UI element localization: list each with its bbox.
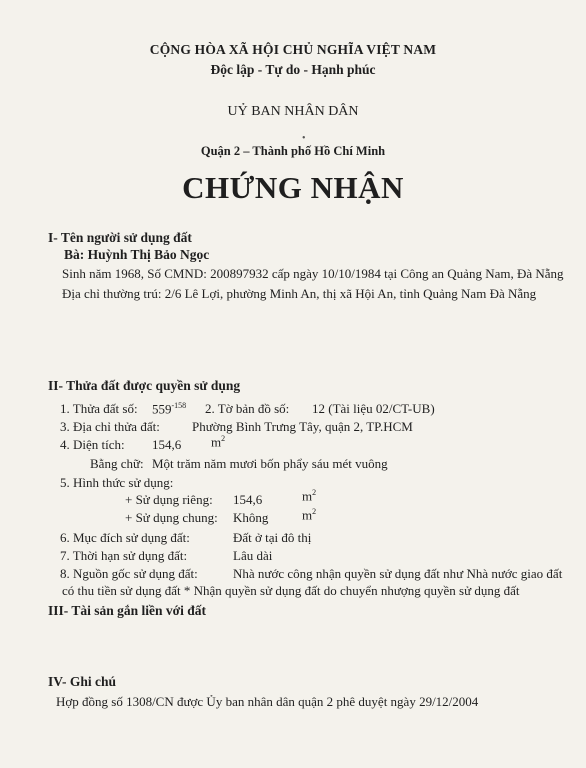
area-value: 154,6: [152, 437, 182, 452]
parcel-number: $559^{-158}$: [152, 401, 187, 417]
area-label: 4. Diện tích:: [60, 437, 125, 452]
term-value: Lâu dài: [233, 548, 273, 563]
owner-address: Địa chỉ thường trú: 2/6 Lê Lợi, phường Minh An, thị xã Hội An, tỉnh Quảng Nam Đà Nẵng: [62, 286, 537, 301]
committee-header: UỶ BAN NHÂN DÂN: [227, 104, 359, 119]
origin-value: Nhà nước công nhận quyền sử dụng đất như Nhà nước giao đất: [233, 566, 563, 581]
owner-birth-id: Sinh năm 1968, Số CMND: 200897932 cấp ngày 10/10/1984 tại Công an Quảng Nam, Đà Nẵng: [62, 266, 564, 281]
map-sheet-value: 12 (Tài liệu 02/CT-UB): [312, 401, 435, 416]
district-header: Quận 2 – Thành phố Hồ Chí Minh: [200, 144, 386, 158]
parcel-address-value: Phường Bình Trưng Tây, quận 2, TP.HCM: [192, 419, 413, 434]
motto: Độc lập - Tự do - Hạnh phúc: [210, 62, 376, 77]
section1-heading: I- Tên người sử dụng đất: [48, 230, 192, 245]
term-label: 7. Thời hạn sử dụng đất:: [60, 548, 188, 563]
origin-value-line2: có thu tiền sử dụng đất * Nhận quyền sử dụng đất do chuyển nhượng quyền sử dụng đất: [62, 583, 520, 598]
private-use-label: + Sử dụng riêng:: [125, 492, 213, 507]
note-text: Hợp đồng số 1308/CN được Ủy ban nhân dân quận 2 phê duyệt ngày 29/12/2004: [56, 694, 479, 709]
private-use-value: 154,6: [233, 492, 263, 507]
parcel-label: 1. Thửa đất số:: [60, 401, 138, 416]
document-title: CHỨNG NHẬN: [182, 170, 404, 205]
shared-use-unit: $m^2$: [302, 507, 317, 523]
parcel-address-label: 3. Địa chỉ thửa đất:: [60, 419, 160, 434]
area-words-label: Bằng chữ:: [90, 456, 144, 471]
ink-dot: •: [302, 133, 306, 144]
usage-form-label: 5. Hình thức sử dụng:: [60, 475, 174, 490]
shared-use-value: Không: [233, 510, 269, 525]
origin-label: 8. Nguồn gốc sử dụng đất:: [60, 566, 198, 581]
area-unit: $m^2$: [211, 434, 226, 450]
area-words-value: Một trăm năm mươi bốn phẩy sáu mét vuông: [152, 456, 388, 471]
map-sheet-label: 2. Tờ bản đồ số:: [205, 401, 290, 416]
private-use-unit: $m^2$: [302, 488, 317, 504]
nation-header: CỘNG HÒA XÃ HỘI CHỦ NGHĨA VIỆT NAM: [149, 42, 437, 57]
owner-name: Bà: Huỳnh Thị Bảo Ngọc: [64, 247, 210, 262]
section4-heading: IV- Ghi chú: [48, 674, 117, 689]
section3-heading: III- Tài sản gắn liền với đất: [48, 603, 207, 618]
purpose-value: Đất ở tại đô thị: [233, 530, 312, 545]
shared-use-label: + Sử dụng chung:: [125, 510, 218, 525]
purpose-label: 6. Mục đích sử dụng đất:: [60, 530, 190, 545]
section2-heading: II- Thửa đất được quyền sử dụng: [48, 378, 241, 393]
